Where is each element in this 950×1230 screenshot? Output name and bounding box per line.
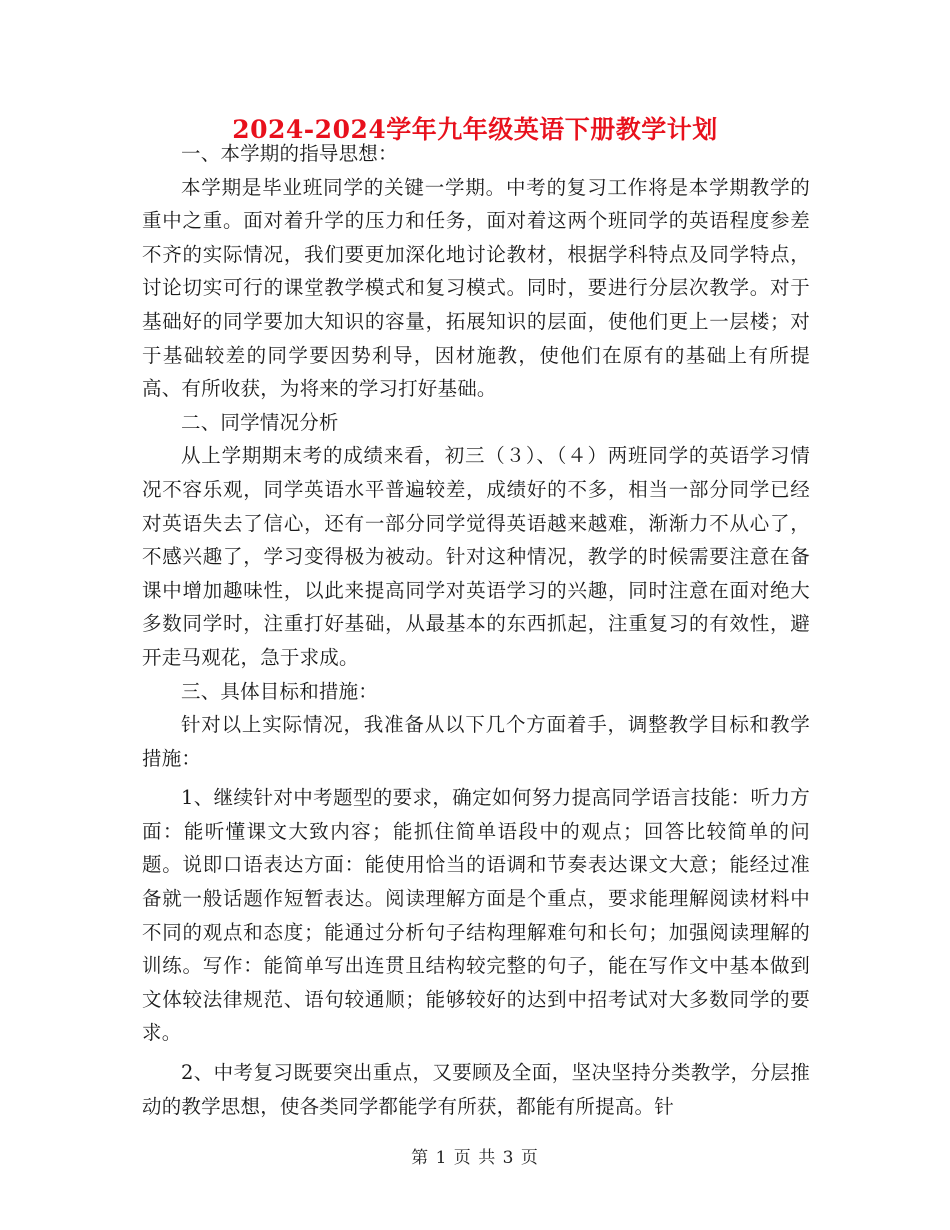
section-heading-goals-measures: 三、具体目标和措施：: [181, 679, 379, 703]
section-heading-student-analysis: 二、同学情况分析: [181, 410, 339, 434]
paragraph-goals-intro: 针对以上实际情况，我准备从以下几个方面着手，调整教学目标和教学措施：: [142, 713, 810, 770]
document-body: [142, 137, 810, 1123]
paragraph-measure-2: 2、中考复习既要突出重点，又要顾及全面，坚决坚持分类教学，分层推动的教学思想，使各类同学都能学有所获，都能有所提高。针: [142, 1061, 810, 1118]
section-heading-guiding-ideology: 一、本学期的指导思想：: [181, 142, 398, 165]
paragraph-student-analysis: 从上学期期末考的成绩来看，初三（３）、（４）两班同学的英语学习情况不容乐观，同学英语水平普遍较差，成绩好的不多，相当一部分同学已经对英语失去了信心，还有一部分同学觉得英语越来越难，渐渐力不从心了，不感兴趣了，学习变得极为被动。针对这种情况，教学的时候需要注意在备课中增加趣味性，以此来提高同学对英语学习的兴趣，同时注意在面对绝大多数同学时，注重打好基础，从最基本的东西抓起，注重复习的有效性，避开走马观花，急于求成。: [142, 444, 810, 669]
paragraph-guiding-ideology: 本学期是毕业班同学的关键一学期。中考的复习工作将是本学期教学的重中之重。面对着升学的压力和任务，面对着这两个班同学的英语程度参差不齐的实际情况，我们要更加深化地讨论教材，根据学科特点及同学特点，讨论切实可行的课堂教学模式和复习模式。同时，要进行分层次教学。对于基础好的同学要加大知识的容量，拓展知识的层面，使他们更上一层楼；对于基础较差的同学要因势利导，因材施教，使他们在原有的基础上有所提高、有所收获，为将来的学习打好基础。: [142, 175, 810, 401]
page-number-footer: 第 1 页 共 3 页: [411, 1148, 539, 1168]
document-title: 2024-2024学年九年级英语下册教学计划: [232, 115, 718, 144]
paragraph-measure-1: 1、继续针对中考题型的要求，确定如何努力提高同学语言技能：听力方面：能听懂课文大致内容；能抓住简单语段中的观点；回答比较简单的问题。说即口语表达方面：能使用恰当的语调和节奏表达课文大意；能经过准备就一般话题作短暂表达。阅读理解方面是个重点，要求能理解阅读材料中不同的观点和态度；能通过分析句子结构理解难句和长句；加强阅读理解的训练。写作：能简单写出连贯且结构较完整的句子，能在写作文中基本做到文体较法律规范、语句较通顺；能够较好的达到中招考试对大多数同学的要求。: [142, 786, 810, 1045]
